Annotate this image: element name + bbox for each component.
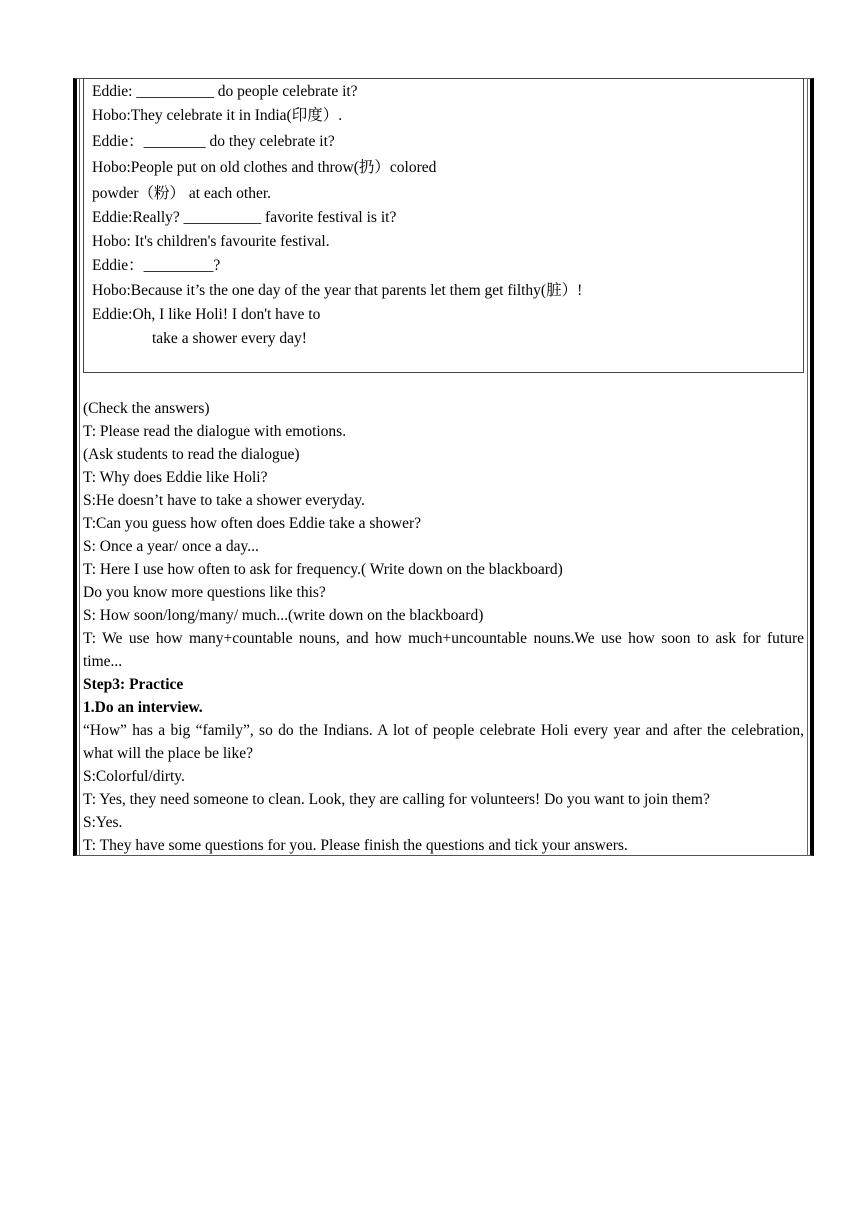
paragraph: T: They have some questions for you. Please finish the questions and tick your answers. [83,837,628,854]
lesson-text [83,397,804,857]
dialogue-line: Hobo: It's children's favourite festival. [92,233,330,250]
dialogue-box [83,78,804,373]
activity-heading: 1.Do an interview. [83,699,203,716]
step-heading: Step3: Practice [83,676,184,693]
dialogue-line: powder（粉） at each other. [92,185,272,202]
dialogue-line: Eddie:Really? __________ favorite festival is it? [92,209,397,226]
paragraph: S: Once a year/ once a day... [83,538,259,555]
paragraph: Do you know more questions like this? [83,584,326,601]
paragraph: “How” has a big “family”, so do the Indians. A lot of people celebrate Holi every year and after the celebration, what will the place be like? [83,722,804,762]
paragraph: S: How soon/long/many/ much...(write down on the blackboard) [83,607,484,624]
paragraph: S:Colorful/dirty. [83,768,185,785]
paragraph: (Ask students to read the dialogue) [83,446,300,463]
paragraph: T:Can you guess how often does Eddie take a shower? [83,515,421,532]
paragraph: (Check the answers) [83,400,210,417]
dialogue-line: Hobo:They celebrate it in India(印度）. [92,107,343,124]
paragraph: T: Please read the dialogue with emotions. [83,423,347,440]
dialogue-line: Eddie: __________ do people celebrate it? [92,83,358,100]
table-inner-border-left [79,78,80,856]
paragraph: T: Here I use how often to ask for frequency.( Write down on the blackboard) [83,561,563,578]
paragraph: T: We use how many+countable nouns, and how much+uncountable nouns.We use how soon to ask for future time... [83,630,804,670]
paragraph: T: Yes, they need someone to clean. Look, they are calling for volunteers! Do you want to join them? [83,791,710,808]
dialogue-line: take a shower every day! [152,330,307,347]
dialogue-line: Hobo:Because it’s the one day of the year that parents let them get filthy(脏）! [92,282,583,299]
dialogue-line: Eddie：_________? [92,257,221,274]
paragraph: T: Why does Eddie like Holi? [83,469,268,486]
paragraph: S:He doesn’t have to take a shower everyday. [83,492,365,509]
table-inner-border-right [807,78,808,856]
dialogue-line: Eddie：________ do they celebrate it? [92,133,335,150]
paragraph: S:Yes. [83,814,123,831]
dialogue-line: Hobo:People put on old clothes and throw(扔）colored [92,159,437,176]
dialogue-line: Eddie:Oh, I like Holi! I don't have to [92,306,321,323]
